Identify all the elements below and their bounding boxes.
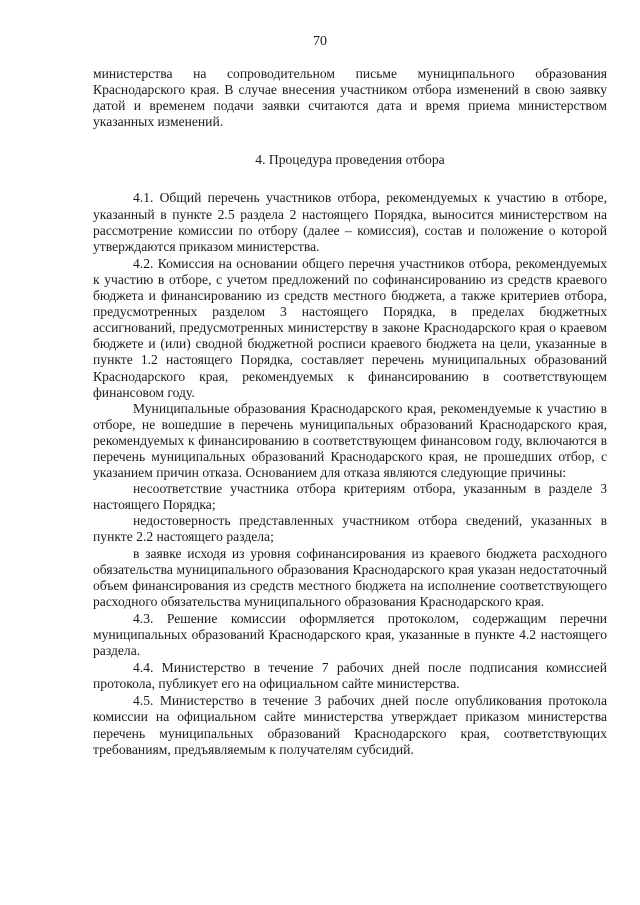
paragraph-4-2: 4.2. Комиссия на основании общего перечня участников отбора, рекомендуемых к участию в отборе, с учетом предложений по софинансированию из средств краевого бюджета и финансированию из средств местного бюджета, а также критериев отбора, предусмотренных разделом 3 настоящего Порядка, в пределах бюджетных ассигнований, предусмотренных министерству в законе Краснодарского края о краевом бюджете и (или) сводной бюджетной росписи краевого бюджета на цели, указанные в пункте 1.2 настоящего Порядка, составляет перечень муниципальных образований Краснодарского края, рекомендуемых к финансированию в соответствующем финансовом году. <box>93 255 607 400</box>
paragraph-4-5: 4.5. Министерство в течение 3 рабочих дней после опубликования протокола комиссии на официальном сайте министерства утверждает приказом министерства перечень муниципальных образований Краснодарского края, соответствующих требованиям, предъявляемым к получателям субсидий. <box>93 693 607 757</box>
paragraph-4-3: 4.3. Решение комиссии оформляется протоколом, содержащим перечни муниципальных образований Краснодарского края, указанные в пункте 4.2 настоящего раздела. <box>93 610 607 659</box>
document-body <box>93 66 607 758</box>
rejection-reason-false-info: недостоверность представленных участником отбора сведений, указанных в пункте 2.2 настоящего раздела; <box>93 513 607 545</box>
paragraph-4-1: 4.1. Общий перечень участников отбора, рекомендуемых к участию в отборе, указанный в пункте 2.5 раздела 2 настоящего Порядка, выносится министерством на рассмотрение комиссии по отбору (далее – комиссия), состав и положение о которой утверждаются приказом министерства. <box>93 190 607 254</box>
rejection-reason-funding: в заявке исходя из уровня софинансирования из краевого бюджета расходного обязательства муниципального образования Краснодарского края указан недостаточный объем финансирования из средств местного бюджета на исполнение соответствующего расходного обязательства муниципального образования Краснодарского края. <box>93 545 607 609</box>
paragraph-4-4: 4.4. Министерство в течение 7 рабочих дней после подписания комиссией протокола, публикует его на официальном сайте министерства. <box>93 660 607 692</box>
paragraph-rejection-intro: Муниципальные образования Краснодарского края, рекомендуемые к участию в отборе, не вошедшие в перечень муниципальных образований Краснодарского края, рекомендуемых к финансированию в соответствующем финансовом году, включаются в перечень муниципальных образований Краснодарского края, не прошедших отбор, с указанием причин отказа. Основанием для отказа являются следующие причины: <box>93 400 607 481</box>
rejection-reason-criteria: несоответствие участника отбора критериям отбора, указанным в разделе 3 настоящего Порядка; <box>93 481 607 513</box>
intro-paragraph: министерства на сопроводительном письме муниципального образования Краснодарского края. В случае внесения участником отбора изменений в свою заявку датой и временем подачи заявки считаются дата и время приема министерством указанных изменений. <box>93 66 607 130</box>
page-number: 70 <box>313 34 327 49</box>
section-heading: 4. Процедура проведения отбора <box>255 152 445 168</box>
